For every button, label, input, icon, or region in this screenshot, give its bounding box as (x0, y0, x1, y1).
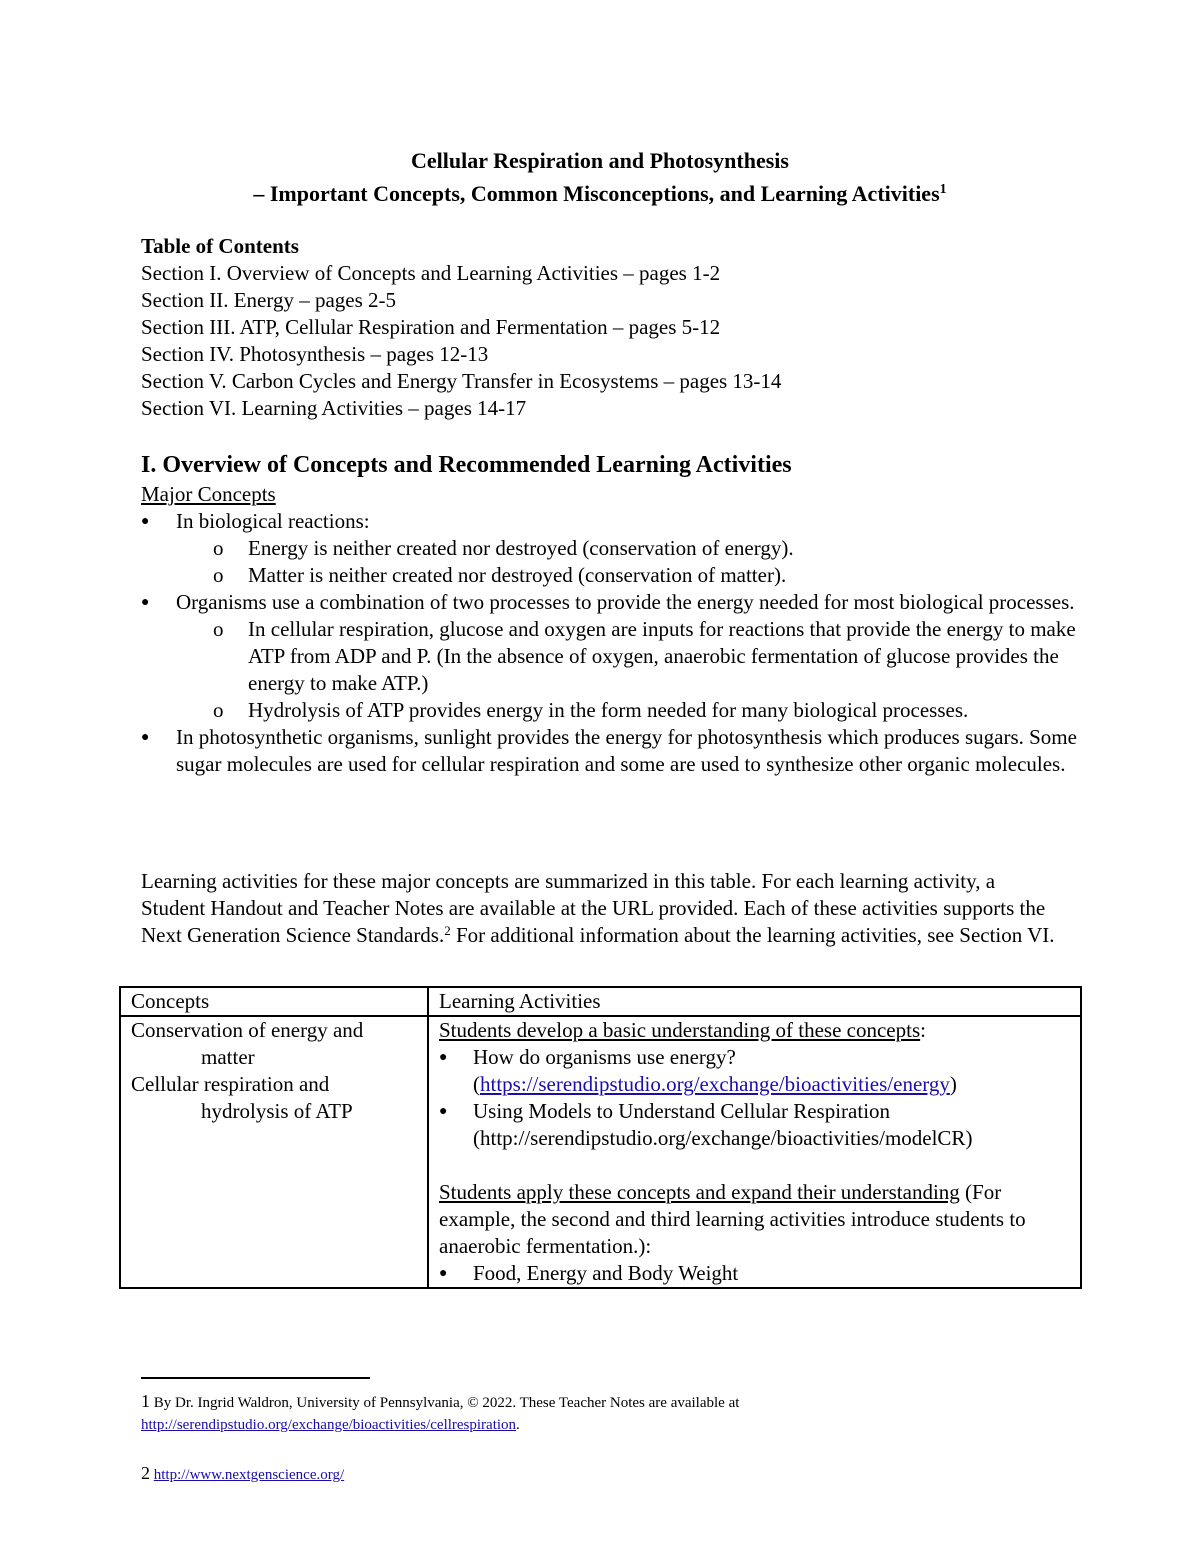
activities-cell (428, 1016, 1081, 1288)
develop-activity-list (439, 1044, 1072, 1152)
section-1-heading: I. Overview of Concepts and Recommended Learning Activities (141, 452, 792, 478)
toc-heading: Table of Contents (141, 234, 299, 258)
activity-url: (http://serendipstudio.org/exchange/bioactivities/modelCR) (473, 1126, 973, 1150)
major-concepts (141, 481, 1081, 778)
title-line-2: – Important Concepts, Common Misconceptions, and Learning Activities$^1$ (253, 181, 947, 206)
develop-heading: Students develop a basic understanding of these concepts: (439, 1018, 926, 1042)
list-item: ● How do organisms use energy? (https://serendipstudio.org/exchange/bioactivities/energy) (439, 1044, 1072, 1098)
sub-list (176, 535, 1081, 589)
apply-heading: Students apply these concepts and expand their understanding (For example, the second and third learning activities introduce students to anaerobic fermentation.): (439, 1180, 1026, 1258)
table-of-contents (141, 233, 1081, 422)
list-item: o In cellular respiration, glucose and oxygen are inputs for reactions that provide the energy to make ATP from ADP and P. (In the absence of oxygen, anaerobic fermentation of glucose provides the energy to make ATP.) (176, 616, 1081, 697)
concept-entry: Cellular respiration and hydrolysis of ATP (131, 1072, 353, 1123)
list-item: o Matter is neither created nor destroyed (conservation of matter). (176, 562, 1081, 589)
energy-activity-link[interactable]: https://serendipstudio.org/exchange/bioactivities/energy (480, 1072, 950, 1096)
title-line-1: Cellular Respiration and Photosynthesis (411, 148, 789, 173)
column-header-concepts: Concepts (120, 987, 428, 1016)
toc-item: Section V. Carbon Cycles and Energy Transfer in Ecosystems – pages 13-14 (141, 369, 782, 393)
major-concepts-subheading: Major Concepts (141, 482, 276, 506)
learning-activities-paragraph: Learning activities for these major concepts are summarized in this table. For each learning activity, a Student Handout and Teacher Notes are available at the URL provided. Each of these activities supports the Next Generation Science Standards.$^2$ For additional information about the learning activities, see Section VI. (141, 869, 1055, 947)
list-item: ● Food, Energy and Body Weight (439, 1260, 1072, 1287)
toc-item: Section III. ATP, Cellular Respiration and Fermentation – pages 5-12 (141, 315, 721, 339)
list-item: o Hydrolysis of ATP provides energy in the form needed for many biological processes. (176, 697, 1081, 724)
toc-item: Section IV. Photosynthesis – pages 12-13 (141, 342, 489, 366)
list-item: ● In photosynthetic organisms, sunlight provides the energy for photosynthesis which produces sugars. Some sugar molecules are used for cellular respiration and some are used to synthesize other organic molecules. (141, 724, 1081, 778)
cellrespiration-link[interactable]: http://serendipstudio.org/exchange/bioactivities/cellrespiration (141, 1417, 517, 1433)
list-item: o Energy is neither created nor destroyed (conservation of energy). (176, 535, 1081, 562)
apply-activity-list (439, 1260, 1072, 1287)
footnote-1: 1 By Dr. Ingrid Waldron, University of Pennsylvania, © 2022. These Teacher Notes are available at http://serendipstudio.org/exchange/bioactivities/cellrespiration. (141, 1391, 740, 1433)
footnote-2: 2 http://www.nextgenscience.org/ (141, 1463, 345, 1483)
footnotes (141, 1390, 1081, 1486)
activity-title: ● How do organisms use energy? (473, 1045, 736, 1069)
sub-list (176, 616, 1081, 724)
learning-activities-table (119, 986, 1082, 1289)
activity-title: ● Using Models to Understand Cellular Respiration (473, 1099, 891, 1123)
footnote-separator (141, 1377, 370, 1379)
title-footnote-ref[interactable]: 1 (939, 182, 947, 197)
table-row (120, 1016, 1081, 1288)
toc-item: Section VI. Learning Activities – pages 14-17 (141, 396, 527, 420)
footnote-ref-2[interactable]: 2 (444, 923, 451, 938)
nextgenscience-link[interactable]: http://www.nextgenscience.org/ (153, 1467, 345, 1483)
list-item (439, 1098, 1072, 1152)
concept-list (141, 508, 1081, 778)
list-item: ● In biological reactions: o Energy is neither created nor destroyed (conservation of energy). o Matter is neither created nor destroyed (conservation of matter). (141, 508, 1081, 589)
toc-item: Section I. Overview of Concepts and Learning Activities – pages 1-2 (141, 261, 721, 285)
concept-entry: Conservation of energy and matter (131, 1018, 364, 1069)
concepts-cell (120, 1016, 428, 1288)
list-item: ● Organisms use a combination of two processes to provide the energy needed for most biological processes. o In cellular respiration, glucose and oxygen are inputs for reactions that provide the energy to make ATP from ADP and P. (In the absence of oxygen, anaerobic fermentation of glucose provides the energy to make ATP.) o Hydrolysis of ATP provides energy in the form needed for many biological processes. (141, 589, 1081, 724)
document-title (0, 144, 1200, 210)
column-header-learning-activities: Learning Activities (428, 987, 1081, 1016)
table-header-row (120, 987, 1081, 1016)
toc-item: Section II. Energy – pages 2-5 (141, 288, 397, 312)
